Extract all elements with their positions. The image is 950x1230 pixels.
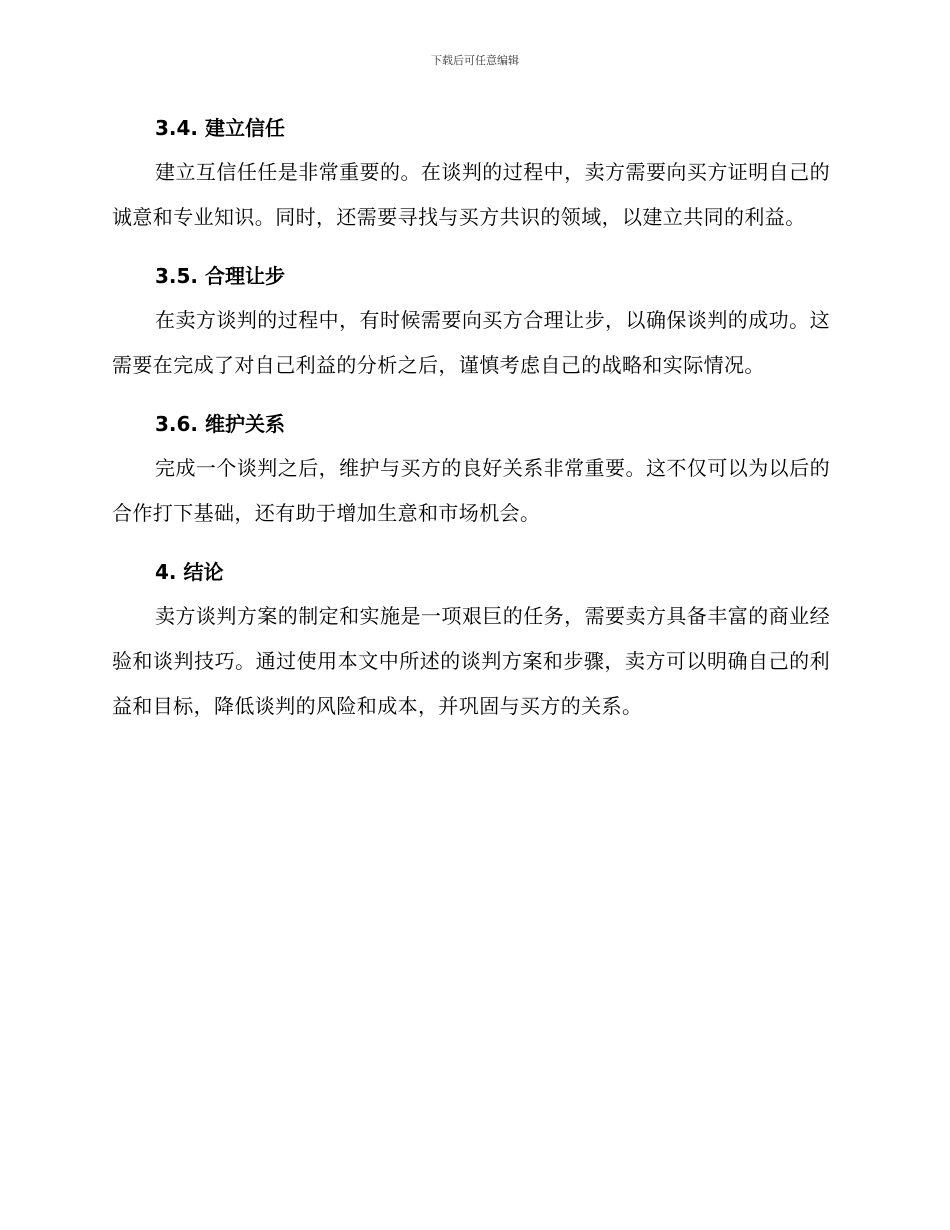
document-body: [112, 106, 830, 729]
section-build-trust: [112, 106, 830, 240]
section-heading: 3.5. 合理让步: [155, 264, 285, 288]
section-reasonable-concession: [112, 254, 830, 388]
section-paragraph: 卖方谈判方案的制定和实施是一项艰巨的任务，需要卖方具备丰富的商业经验和谈判技巧。通过使用本文中所述的谈判方案和步骤，卖方可以明确自己的利益和目标，降低谈判的风险和成本，并巩固与买方的关系。: [112, 604, 830, 718]
spacer: [112, 536, 830, 550]
section-heading: 4. 结论: [155, 560, 224, 584]
spacer: [112, 240, 830, 254]
section-maintain-relationship: [112, 402, 830, 536]
spacer: [112, 388, 830, 402]
section-paragraph: 完成一个谈判之后，维护与买方的良好关系非常重要。这不仅可以为以后的合作打下基础，还有助于增加生意和市场机会。: [112, 456, 830, 525]
section-paragraph: 建立互信任任是非常重要的。在谈判的过程中，卖方需要向买方证明自己的诚意和专业知识。同时，还需要寻找与买方共识的领域，以建立共同的利益。: [112, 160, 830, 229]
section-paragraph: 在卖方谈判的过程中，有时候需要向买方合理让步，以确保谈判的成功。这需要在完成了对自己利益的分析之后，谨慎考虑自己的战略和实际情况。: [112, 308, 830, 377]
section-heading: 3.4. 建立信任: [155, 116, 285, 140]
section-heading: 3.6. 维护关系: [155, 412, 285, 436]
section-conclusion: [112, 550, 830, 729]
page-header-note: 下载后可任意编辑: [431, 54, 519, 67]
